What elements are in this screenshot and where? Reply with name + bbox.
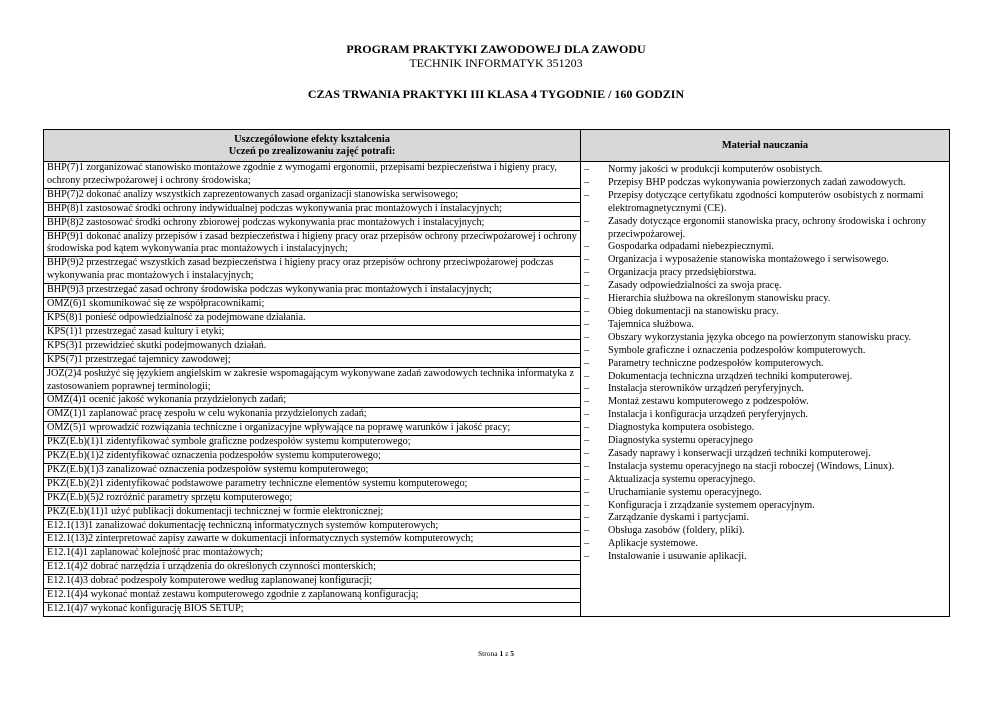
outcomes-header-line2: Uczeń po zrealizowaniu zajęć potrafi:	[228, 145, 396, 157]
material-text: Instalacja systemu operacyjnego na stacji roboczej (Windows, Linux).	[608, 460, 895, 472]
outcome-item: E12.1(13)2 zinterpretować zapisy zawarte w dokumentacji informatycznych systemów komputerowych;	[44, 533, 580, 547]
material-text: Montaż zestawu komputerowego z podzespołów.	[608, 396, 809, 408]
page-total: 5	[510, 649, 515, 658]
material-item	[584, 538, 941, 551]
material-text: Przepisy BHP podczas wykonywania powierzonych zadań zawodowych.	[608, 176, 906, 188]
material-item	[584, 409, 941, 422]
outcome-item: KPS(1)1 przestrzegać zasad kultury i etyki;	[44, 326, 580, 340]
program-table	[43, 129, 950, 617]
material-item	[584, 241, 941, 254]
material-text: Tajemnica służbowa.	[608, 318, 694, 330]
dash-bullet: –	[584, 241, 590, 253]
dash-bullet: –	[584, 280, 590, 292]
material-text: Parametry techniczne podzespołów komputerowych.	[608, 357, 824, 369]
material-text: Organizacja pracy przedsiębiorstwa.	[608, 267, 757, 279]
material-item	[584, 500, 941, 513]
material-text: Uruchamianie systemu operacyjnego.	[608, 486, 762, 498]
material-item	[584, 177, 941, 190]
material-item	[584, 267, 941, 280]
material-text: Zasady dotyczące ergonomii stanowiska pracy, ochrony środowiska i ochrony przeciwpożarowej.	[608, 215, 926, 240]
outcome-item: PKZ(E.b)(11)1 użyć publikacji dokumentacji technicznej w formie elektronicznej;	[44, 506, 580, 520]
dash-bullet: –	[584, 447, 590, 459]
dash-bullet: –	[584, 486, 590, 498]
outcomes-header-line1: Uszczegółowione efekty kształcenia	[234, 133, 390, 145]
material-text: Konfiguracja i zrządzanie systemem operacyjnym.	[608, 499, 815, 511]
outcome-item: BHP(9)3 przestrzegać zasad ochrony środowiska podczas wykonywania prac montażowych i instalacyjnych;	[44, 284, 580, 298]
material-text: Hierarchia służbowa na określonym stanowisku pracy.	[608, 293, 831, 305]
outcome-item: PKZ(E.b)(2)1 zidentyfikować podstawowe parametry techniczne elementów systemu komputerowego;	[44, 478, 580, 492]
dash-bullet: –	[584, 176, 590, 188]
dash-bullet: –	[584, 370, 590, 382]
dash-bullet: –	[584, 435, 590, 447]
dash-bullet: –	[584, 525, 590, 537]
material-item	[584, 396, 941, 409]
material-item	[584, 512, 941, 525]
material-text: Instalowanie i usuwanie aplikacji.	[608, 551, 747, 563]
outcome-item: OMZ(5)1 wprowadzić rozwiązania techniczne i organizacyjne wpływające na poprawę warunków i jakość pracy;	[44, 422, 580, 436]
outcomes-header	[44, 130, 581, 162]
material-text: Obieg dokumentacji na stanowisku pracy.	[608, 305, 779, 317]
outcome-item: OMZ(1)1 zaplanować pracę zespołu w celu wykonania przydzielonych zadań;	[44, 408, 580, 422]
material-item	[584, 525, 941, 538]
outcome-item: BHP(7)1 zorganizować stanowisko montażowe zgodnie z wymogami ergonomii, przepisami bezpieczeństwa i higieny pracy, ochrony przeciwpożarowej i ochrony środowiska;	[44, 162, 580, 189]
material-item	[584, 487, 941, 500]
dash-bullet: –	[584, 396, 590, 408]
dash-bullet: –	[584, 189, 590, 201]
outcome-item: PKZ(E.b)(1)2 zidentyfikować oznaczenia podzespołów systemu komputerowego;	[44, 450, 580, 464]
dash-bullet: –	[584, 538, 590, 550]
material-item	[584, 190, 941, 216]
material-list	[581, 162, 949, 564]
material-text: Obsługa zasobów (foldery, pliki).	[608, 525, 745, 537]
outcomes-cell	[44, 162, 581, 617]
material-cell	[581, 162, 950, 617]
outcome-item: PKZ(E.b)(5)2 rozróżnić parametry sprzętu komputerowego;	[44, 492, 580, 506]
material-text: Symbole graficzne i oznaczenia podzespołów komputerowych.	[608, 344, 866, 356]
material-header: Materiał nauczania	[581, 130, 950, 162]
material-item	[584, 371, 941, 384]
material-item	[584, 293, 941, 306]
outcome-item: E12.1(4)4 wykonać montaż zestawu komputerowego zgodnie z zaplanowaną konfiguracją;	[44, 589, 580, 603]
material-item	[584, 254, 941, 267]
outcome-item: BHP(8)2 zastosować środki ochrony zbiorowej podczas wykonywania prac montażowych i instalacyjnych;	[44, 217, 580, 231]
material-item	[584, 448, 941, 461]
material-text: Przepisy dotyczące certyfikatu zgodności komputerów osobistych z normami elektromagnetycznymi (CE).	[608, 189, 924, 214]
outcome-item: OMZ(4)1 ocenić jakość wykonania przydzielonych zadań;	[44, 394, 580, 408]
material-item	[584, 345, 941, 358]
dash-bullet: –	[584, 318, 590, 330]
material-text: Normy jakości w produkcji komputerów osobistych.	[608, 164, 823, 175]
page-footer	[0, 649, 992, 658]
page-current: 1	[499, 649, 504, 658]
dash-bullet: –	[584, 293, 590, 305]
dash-bullet: –	[584, 357, 590, 369]
material-item	[584, 551, 941, 564]
material-item	[584, 280, 941, 293]
outcome-item: KPS(7)1 przestrzegać tajemnicy zawodowej;	[44, 354, 580, 368]
outcome-item: BHP(7)2 dokonać analizy wszystkich zaprezentowanych zasad organizacji stanowiska serwisowego;	[44, 189, 580, 203]
outcome-item: BHP(8)1 zastosować środki ochrony indywidualnej podczas wykonywania prac montażowych i instalacyjnych;	[44, 203, 580, 217]
material-text: Aktualizacja systemu operacyjnego.	[608, 473, 756, 485]
dash-bullet: –	[584, 254, 590, 266]
material-text: Dokumentacja techniczna urządzeń techniki komputerowej.	[608, 370, 853, 382]
outcome-item: JOZ(2)4 posłużyć się językiem angielskim w zakresie wspomagającym wykonywane zadań zawodowych technika informatyka z zastosowaniem poprawnej terminologii;	[44, 368, 580, 395]
outcome-item: BHP(9)2 przestrzegać wszystkich zasad bezpieczeństwa i higieny pracy oraz przepisów ochrony przeciwpożarowej podczas wykonywania prac montażowych i instalacyjnych;	[44, 257, 580, 284]
outcome-item: PKZ(E.b)(1)3 zanalizować oznaczenia podzespołów systemu komputerowego;	[44, 464, 580, 478]
material-item	[584, 383, 941, 396]
material-item	[584, 422, 941, 435]
material-text: Instalacja sterowników urządzeń peryferyjnych.	[608, 383, 804, 395]
dash-bullet: –	[584, 344, 590, 356]
outcome-item: OMZ(6)1 skomunikować się ze współpracownikami;	[44, 298, 580, 312]
document-title: PROGRAM PRAKTYKI ZAWODOWEJ DLA ZAWODU	[346, 42, 646, 56]
dash-bullet: –	[584, 499, 590, 511]
dash-bullet: –	[584, 215, 590, 227]
outcome-item: E12.1(4)1 zaplanować kolejność prac montażowych;	[44, 547, 580, 561]
dash-bullet: –	[584, 473, 590, 485]
material-text: Zarządzanie dyskami i partycjami.	[608, 512, 749, 524]
outcome-item: BHP(9)1 dokonać analizy przepisów i zasad bezpieczeństwa i higieny pracy oraz przepisów ochrony przeciwpożarowej i ochrony środowiska pod kątem wykonywania prac montażowych i instalacyjnych;	[44, 231, 580, 258]
document-subtitle: TECHNIK INFORMATYK 351203	[409, 56, 583, 70]
material-item	[584, 332, 941, 345]
outcome-item: KPS(3)1 przewidzieć skutki podejmowanych działań.	[44, 340, 580, 354]
duration-heading: CZAS TRWANIA PRAKTYKI III KLASA 4 TYGODNIE / 160 GODZIN	[307, 87, 685, 101]
dash-bullet: –	[584, 422, 590, 434]
outcome-item: PKZ(E.b)(1)1 zidentyfikować symbole graficzne podzespołów systemu komputerowego;	[44, 436, 580, 450]
dash-bullet: –	[584, 305, 590, 317]
outcomes-list	[44, 162, 580, 616]
material-text: Diagnostyka systemu operacyjnego	[608, 435, 753, 447]
material-item	[584, 164, 941, 177]
dash-bullet: –	[584, 267, 590, 279]
dash-bullet: –	[584, 383, 590, 395]
material-item	[584, 216, 941, 242]
page-separator: z	[505, 649, 509, 658]
material-item	[584, 435, 941, 448]
dash-bullet: –	[584, 551, 590, 563]
material-item	[584, 319, 941, 332]
material-item	[584, 306, 941, 319]
material-text: Gospodarka odpadami niebezpiecznymi.	[608, 241, 775, 253]
material-text: Zasady odpowiedzialności za swoja pracę.	[608, 280, 782, 292]
material-text: Aplikacje systemowe.	[608, 538, 698, 550]
outcome-item: KPS(8)1 ponieść odpowiedzialność za podejmowane działania.	[44, 312, 580, 326]
page-label: Strona	[477, 649, 498, 658]
outcome-item: E12.1(4)7 wykonać konfigurację BIOS SETUP;	[47, 603, 244, 614]
material-item	[584, 461, 941, 474]
material-item	[584, 474, 941, 487]
material-text: Zasady naprawy i konserwacji urządzeń techniki komputerowej.	[608, 447, 871, 459]
material-text: Diagnostyka komputera osobistego.	[608, 422, 755, 434]
dash-bullet: –	[584, 331, 590, 343]
dash-bullet: –	[584, 164, 590, 175]
material-text: Organizacja i wyposażenie stanowiska montażowego i serwisowego.	[608, 254, 889, 266]
dash-bullet: –	[584, 409, 590, 421]
dash-bullet: –	[584, 512, 590, 524]
material-text: Obszary wykorzystania języka obcego na powierzonym stanowisku pracy.	[608, 331, 912, 343]
outcome-item: E12.1(4)2 dobrać narzędzia i urządzenia do określonych czynności monterskich;	[44, 561, 580, 575]
material-item	[584, 358, 941, 371]
outcome-item: E12.1(4)3 dobrać podzespoły komputerowe według zaplanowanej konfiguracji;	[44, 575, 580, 589]
dash-bullet: –	[584, 460, 590, 472]
outcome-item: E12.1(13)1 zanalizować dokumentację techniczną informatycznych systemów komputerowych;	[44, 520, 580, 534]
material-text: Instalacja i konfiguracja urządzeń peryferyjnych.	[608, 409, 808, 421]
